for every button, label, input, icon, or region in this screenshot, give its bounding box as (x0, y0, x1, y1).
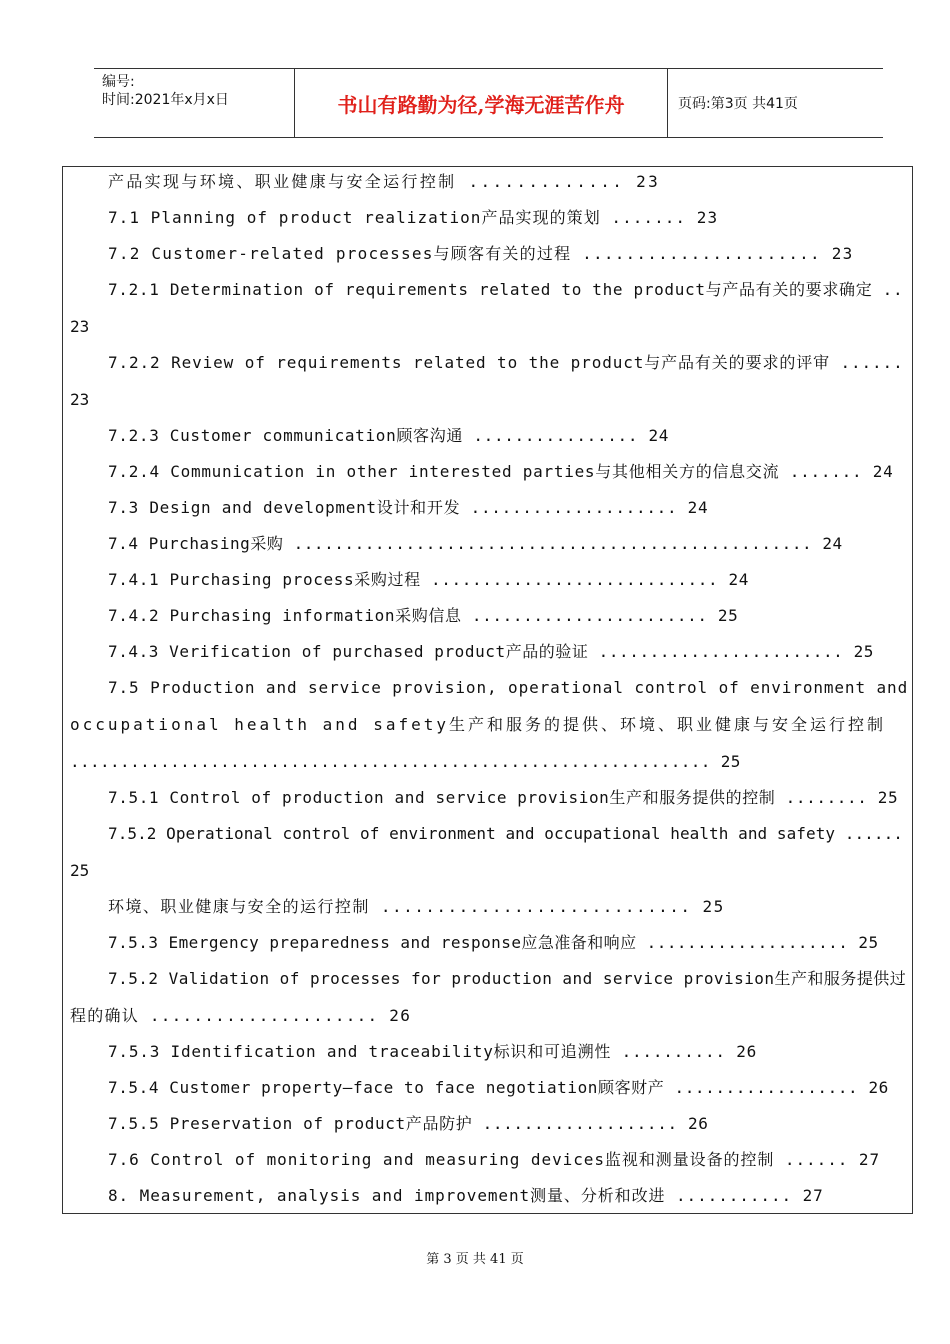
toc-line: 7.4.2 Purchasing information采购信息 ....................... 25 (108, 606, 739, 625)
header-page-cell (668, 69, 883, 137)
header-meta (94, 69, 295, 137)
toc-line: 7.4 Purchasing采购 ................................................... 24 (108, 534, 843, 553)
toc-line: 7.4.1 Purchasing process采购过程 ............................ 24 (108, 570, 750, 589)
toc-line: 7.1 Planning of product realization产品实现的策划 ....... 23 (108, 208, 719, 227)
header-motto-cell (295, 69, 668, 137)
toc-line: occupational health and safety生产和服务的提供、环境、职业健康与安全运行控制 (70, 715, 886, 734)
toc-line: 7.5 Production and service provision, operational control of environment and (108, 678, 909, 697)
toc-line: 25 (70, 861, 90, 880)
toc-line: 产品实现与环境、职业健康与安全运行控制 ............. 23 (108, 172, 661, 191)
toc-line: 23 (70, 317, 90, 336)
time-label: 时间:2021年x月x日 (102, 92, 229, 108)
toc-line: 8. Measurement, analysis and improvement测量、分析和改进 ........... 27 (108, 1186, 824, 1205)
toc-line: 7.6 Control of monitoring and measuring devices监视和测量设备的控制 ...... 27 (108, 1150, 881, 1169)
toc-line: 程的确认 ..................... 26 (70, 1006, 412, 1025)
code-label: 编号: (102, 74, 135, 90)
toc-line: 7.2 Customer-related processes与顾客有关的过程 ...................... 23 (108, 244, 854, 263)
toc-line: 7.2.4 Communication in other interested parties与其他相关方的信息交流 ....... 24 (108, 462, 894, 481)
page-header (94, 68, 883, 138)
toc-line: 7.5.2 Operational control of environment and occupational health and safety ...... (108, 824, 903, 843)
toc-line: 23 (70, 390, 90, 409)
toc-line: 环境、职业健康与安全的运行控制 ............................ 25 (108, 897, 725, 916)
toc-line: 7.4.3 Verification of purchased product产品的验证 ........................ 25 (108, 642, 874, 661)
toc-line: 7.2.1 Determination of requirements related to the product与产品有关的要求确定 .. (108, 280, 904, 299)
page-label: 页码:第3页 共41页 (678, 96, 798, 112)
toc-line: 7.5.3 Emergency preparedness and response应急准备和响应 .................... 25 (108, 933, 879, 952)
toc-line: 7.5.5 Preservation of product产品防护 ................... 26 (108, 1114, 709, 1133)
toc-line: 7.5.2 Validation of processes for production and service provision生产和服务提供过 (108, 969, 907, 988)
toc-line: ................................................................ 25 (70, 752, 741, 771)
toc-line: 7.5.3 Identification and traceability标识和可追溯性 .......... 26 (108, 1042, 758, 1061)
motto: 书山有路勤为径,学海无涯苦作舟 (337, 92, 625, 117)
toc-line: 7.5.4 Customer property—face to face negotiation顾客财产 .................. 26 (108, 1078, 889, 1097)
page-footer: 第 3 页 共 41 页 (426, 1252, 524, 1267)
toc-line: 7.5.1 Control of production and service provision生产和服务提供的控制 ........ 25 (108, 788, 899, 807)
toc-line: 7.2.2 Review of requirements related to the product与产品有关的要求的评审 ...... (108, 353, 904, 372)
toc-line: 7.2.3 Customer communication顾客沟通 ................ 24 (108, 426, 670, 445)
toc-line: 7.3 Design and development设计和开发 .................... 24 (108, 498, 709, 517)
